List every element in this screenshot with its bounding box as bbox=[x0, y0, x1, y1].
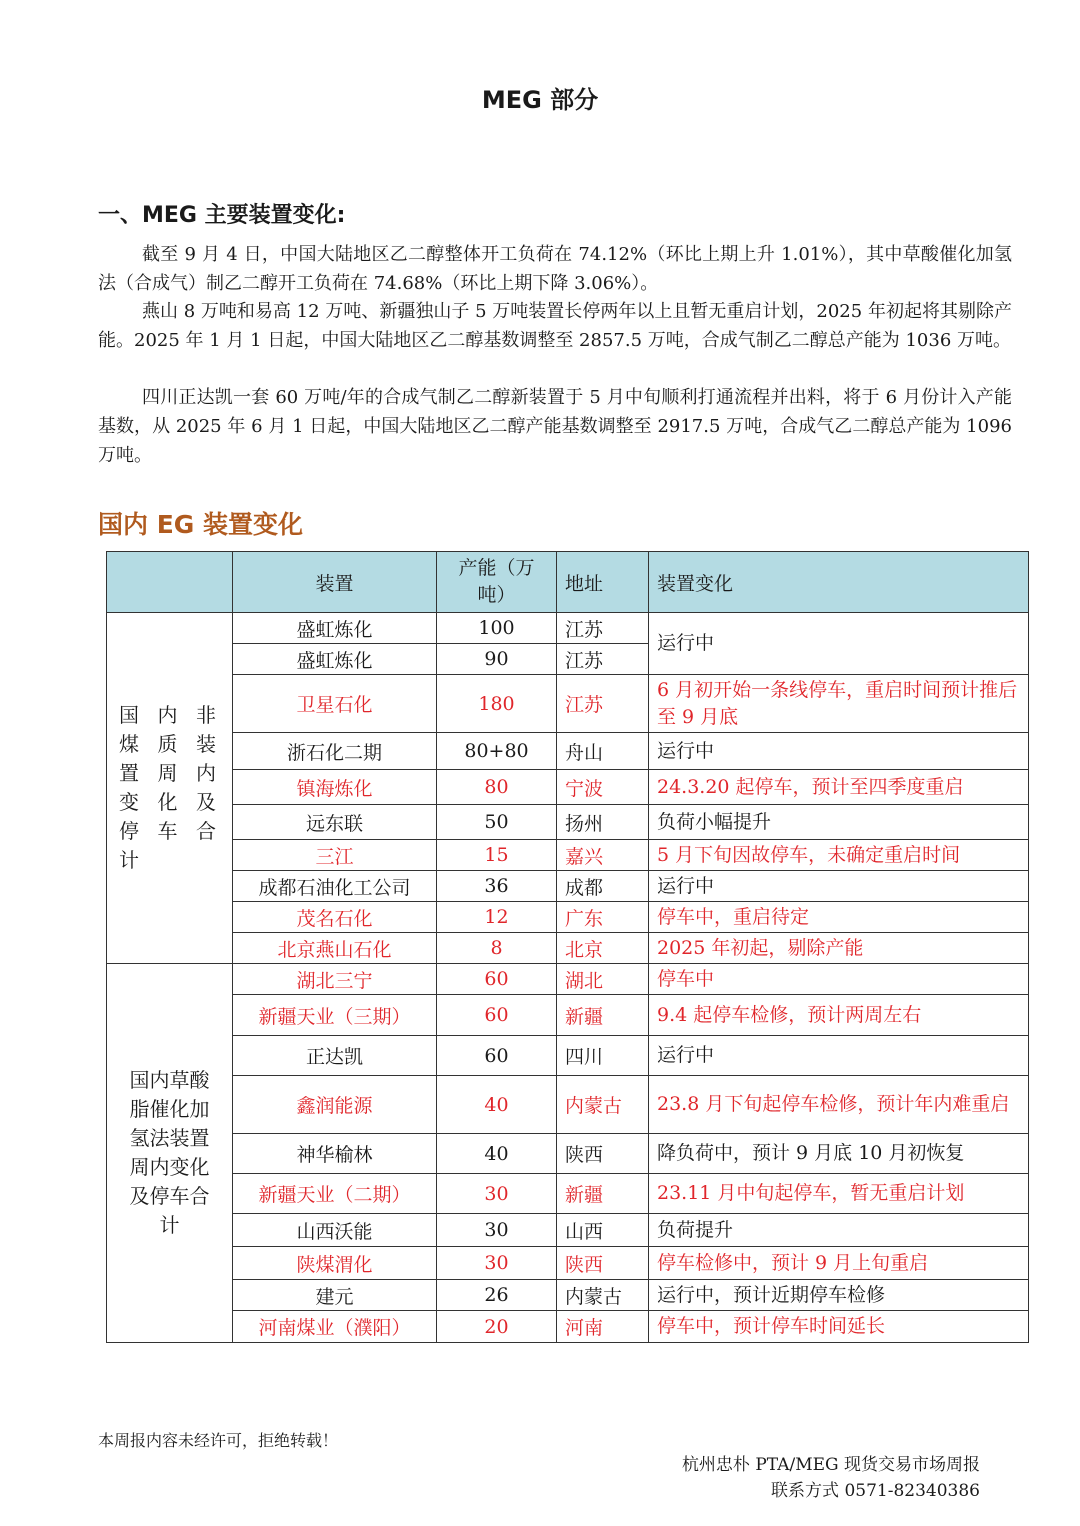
table-row bbox=[107, 1174, 1029, 1214]
unit-name: 鑫润能源 bbox=[233, 1076, 437, 1134]
capacity-value: 80+80 bbox=[437, 733, 557, 770]
unit-name: 新疆天业（二期） bbox=[233, 1174, 437, 1214]
capacity-value: 30 bbox=[437, 1247, 557, 1280]
table-row bbox=[107, 1036, 1029, 1076]
location-value: 舟山 bbox=[557, 733, 649, 770]
header-location: 地址 bbox=[557, 552, 649, 613]
table-row bbox=[107, 902, 1029, 933]
status-value: 运行中 bbox=[649, 733, 1029, 770]
table-row bbox=[107, 675, 1029, 733]
unit-name: 茂名石化 bbox=[233, 902, 437, 933]
unit-name: 远东联 bbox=[233, 805, 437, 840]
capacity-value: 12 bbox=[437, 902, 557, 933]
unit-name: 北京燕山石化 bbox=[233, 933, 437, 964]
table-header-row bbox=[107, 552, 1029, 613]
capacity-value: 50 bbox=[437, 805, 557, 840]
capacity-value: 8 bbox=[437, 933, 557, 964]
status-value: 停车中 bbox=[649, 964, 1029, 995]
location-value: 新疆 bbox=[557, 995, 649, 1036]
publisher-name: 杭州忠朴 PTA/MEG 现货交易市场周报 bbox=[681, 1455, 980, 1475]
group-label: 国内草酸脂催化加氢法装置周内变化及停车合计 bbox=[107, 964, 233, 1343]
copyright-notice: 本周报内容未经许可，拒绝转载！ bbox=[98, 1431, 339, 1450]
status-value: 停车中，重启待定 bbox=[649, 902, 1029, 933]
status-value: 运行中 bbox=[649, 871, 1029, 902]
capacity-value: 40 bbox=[437, 1134, 557, 1174]
location-value: 扬州 bbox=[557, 805, 649, 840]
table-row bbox=[107, 995, 1029, 1036]
unit-name: 神华榆林 bbox=[233, 1134, 437, 1174]
capacity-value: 36 bbox=[437, 871, 557, 902]
header-unit: 装置 bbox=[233, 552, 437, 613]
location-value: 江苏 bbox=[557, 613, 649, 644]
status-value: 5 月下旬因故停车，未确定重启时间 bbox=[649, 840, 1029, 871]
status-value: 6 月初开始一条线停车，重启时间预计推后至 9 月底 bbox=[649, 675, 1029, 733]
location-value: 嘉兴 bbox=[557, 840, 649, 871]
table-row bbox=[107, 871, 1029, 902]
table-row bbox=[107, 613, 1029, 644]
location-value: 广东 bbox=[557, 902, 649, 933]
capacity-value: 80 bbox=[437, 770, 557, 805]
capacity-value: 100 bbox=[437, 613, 557, 644]
table-row bbox=[107, 933, 1029, 964]
table-row bbox=[107, 964, 1029, 995]
location-value: 内蒙古 bbox=[557, 1280, 649, 1311]
table-title: 国内 EG 装置变化 bbox=[98, 510, 304, 539]
status-value: 负荷提升 bbox=[649, 1214, 1029, 1247]
contact-info: 联系方式 0571-82340386 bbox=[771, 1481, 980, 1501]
capacity-value: 30 bbox=[437, 1214, 557, 1247]
capacity-value: 15 bbox=[437, 840, 557, 871]
unit-name: 盛虹炼化 bbox=[233, 644, 437, 675]
unit-name: 浙石化二期 bbox=[233, 733, 437, 770]
table-row bbox=[107, 840, 1029, 871]
table-row bbox=[107, 733, 1029, 770]
paragraph-2: 燕山 8 万吨和易高 12 万吨、新疆独山子 5 万吨装置长停两年以上且暂无重启计划，2025 年初起将其剔除产能。2025 年 1 月 1 日起，中国大陆地区乙二醇基数调整至 2857.5 万吨，合成气制乙二醇总产能为 1036 万吨。 bbox=[98, 301, 1012, 351]
unit-name: 河南煤业（濮阳） bbox=[233, 1311, 437, 1343]
unit-name: 镇海炼化 bbox=[233, 770, 437, 805]
group-label: 国内非煤质装置周内变化及停车合计 bbox=[107, 613, 233, 964]
unit-name: 正达凯 bbox=[233, 1036, 437, 1076]
status-value: 停车中，预计停车时间延长 bbox=[649, 1311, 1029, 1343]
capacity-value: 26 bbox=[437, 1280, 557, 1311]
status-value: 运行中 bbox=[649, 613, 1029, 675]
status-value: 23.8 月下旬起停车检修，预计年内难重启 bbox=[649, 1076, 1029, 1134]
location-value: 湖北 bbox=[557, 964, 649, 995]
table-row bbox=[107, 805, 1029, 840]
unit-name: 盛虹炼化 bbox=[233, 613, 437, 644]
status-value: 2025 年初起，剔除产能 bbox=[649, 933, 1029, 964]
capacity-value: 20 bbox=[437, 1311, 557, 1343]
status-value: 停车检修中，预计 9 月上旬重启 bbox=[649, 1247, 1029, 1280]
unit-name: 陕煤渭化 bbox=[233, 1247, 437, 1280]
unit-name: 成都石油化工公司 bbox=[233, 871, 437, 902]
capacity-value: 180 bbox=[437, 675, 557, 733]
table-row bbox=[107, 1134, 1029, 1174]
unit-name: 建元 bbox=[233, 1280, 437, 1311]
capacity-value: 30 bbox=[437, 1174, 557, 1214]
capacity-value: 40 bbox=[437, 1076, 557, 1134]
capacity-value: 90 bbox=[437, 644, 557, 675]
location-value: 河南 bbox=[557, 1311, 649, 1343]
section-heading: 一、MEG 主要装置变化: bbox=[98, 203, 346, 228]
header-group bbox=[107, 552, 233, 613]
location-value: 四川 bbox=[557, 1036, 649, 1076]
table-row bbox=[107, 1280, 1029, 1311]
location-value: 内蒙古 bbox=[557, 1076, 649, 1134]
location-value: 江苏 bbox=[557, 644, 649, 675]
location-value: 宁波 bbox=[557, 770, 649, 805]
status-value: 运行中 bbox=[649, 1036, 1029, 1076]
location-value: 新疆 bbox=[557, 1174, 649, 1214]
location-value: 陕西 bbox=[557, 1247, 649, 1280]
location-value: 山西 bbox=[557, 1214, 649, 1247]
table-row bbox=[107, 770, 1029, 805]
location-value: 北京 bbox=[557, 933, 649, 964]
capacity-value: 60 bbox=[437, 995, 557, 1036]
location-value: 成都 bbox=[557, 871, 649, 902]
table-row bbox=[107, 1311, 1029, 1343]
unit-name: 新疆天业（三期） bbox=[233, 995, 437, 1036]
status-value: 24.3.20 起停车，预计至四季度重启 bbox=[649, 770, 1029, 805]
table-row bbox=[107, 1214, 1029, 1247]
table-row bbox=[107, 1076, 1029, 1134]
paragraph-3: 四川正达凯一套 60 万吨/年的合成气制乙二醇新装置于 5 月中旬顺利打通流程并出料，将于 6 月份计入产能基数，从 2025 年 6 月 1 日起，中国大陆地区乙二醇产能基数调整至 2917.5 万吨，合成气乙二醇总产能为 1096 万吨。 bbox=[98, 387, 1012, 466]
status-value: 负荷小幅提升 bbox=[649, 805, 1029, 840]
location-value: 江苏 bbox=[557, 675, 649, 733]
status-value: 23.11 月中旬起停车，暂无重启计划 bbox=[649, 1174, 1029, 1214]
publisher-info bbox=[682, 1452, 980, 1504]
paragraph-1: 截至 9 月 4 日，中国大陆地区乙二醇整体开工负荷在 74.12%（环比上期上升 1.01%），其中草酸催化加氢法（合成气）制乙二醇开工负荷在 74.68%（环比上期下降 3.06%）。 bbox=[98, 244, 1012, 294]
eg-unit-table bbox=[106, 551, 1029, 1343]
header-status: 装置变化 bbox=[649, 552, 1029, 613]
status-value: 降负荷中，预计 9 月底 10 月初恢复 bbox=[649, 1134, 1029, 1174]
capacity-value: 60 bbox=[437, 1036, 557, 1076]
unit-name: 卫星石化 bbox=[233, 675, 437, 733]
status-value: 运行中，预计近期停车检修 bbox=[649, 1280, 1029, 1311]
capacity-value: 60 bbox=[437, 964, 557, 995]
header-capacity: 产能（万吨） bbox=[437, 552, 557, 613]
unit-name: 三江 bbox=[233, 840, 437, 871]
location-value: 陕西 bbox=[557, 1134, 649, 1174]
status-value: 9.4 起停车检修，预计两周左右 bbox=[649, 995, 1029, 1036]
page-title: MEG 部分 bbox=[481, 86, 599, 114]
unit-name: 山西沃能 bbox=[233, 1214, 437, 1247]
table-row bbox=[107, 1247, 1029, 1280]
unit-name: 湖北三宁 bbox=[233, 964, 437, 995]
